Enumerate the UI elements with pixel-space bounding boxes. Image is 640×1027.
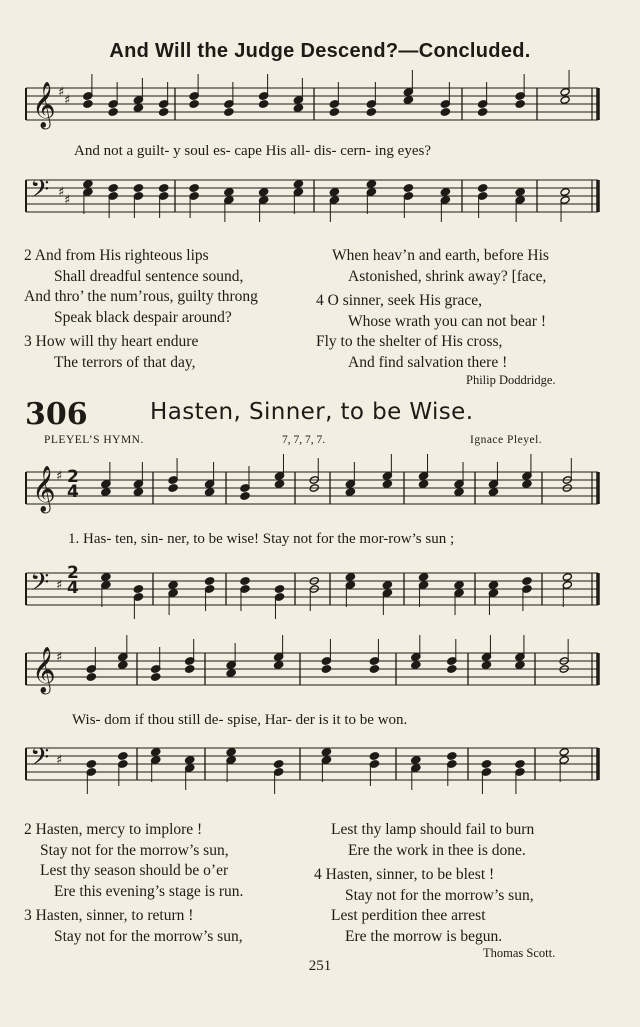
- note-head: [478, 108, 488, 117]
- verse-line: 4 O sinner, seek His grace,: [316, 292, 482, 309]
- hymn-305-verses-right: [316, 246, 549, 373]
- verse-line: Speak black despair around?: [54, 308, 232, 326]
- note-head: [274, 760, 284, 769]
- note-head: [411, 661, 421, 670]
- treble-clef-icon: 𝄞: [32, 82, 56, 128]
- note-head: [159, 108, 169, 117]
- note-head: [321, 665, 331, 674]
- hymn-number: 306: [25, 397, 88, 432]
- note-head: [478, 184, 488, 193]
- note-head: [418, 480, 428, 489]
- note-head: [515, 661, 525, 670]
- note-head: [559, 748, 569, 757]
- verse-line: Lest perdition thee arrest: [331, 907, 486, 924]
- note-head: [321, 748, 331, 757]
- verse-line: Ere this evening’s stage is run.: [54, 882, 244, 900]
- note-head: [274, 480, 284, 489]
- hymn-306-lyric-1: 1. Has- ten, sin- ner, to be wise! Stay not for the mor-row’s sun ;: [68, 531, 455, 547]
- hymn-305-lyric: And not a guilt- y soul es- cape His all- dis- cern- ing eyes?: [74, 143, 431, 159]
- note-head: [185, 756, 195, 765]
- note-head: [205, 577, 215, 586]
- note-head: [226, 748, 236, 757]
- note-head: [366, 180, 376, 189]
- composer: Ignace Pleyel.: [470, 434, 543, 446]
- note-head: [168, 484, 178, 493]
- note-head: [382, 581, 392, 590]
- note-head: [454, 488, 464, 497]
- note-head: [403, 96, 413, 105]
- meter: 7, 7, 7, 7.: [282, 434, 326, 446]
- note-head: [488, 488, 498, 497]
- note-head: [560, 96, 570, 105]
- bass-clef-icon: 𝄢: [30, 568, 50, 603]
- note-head: [133, 585, 143, 594]
- verse-line: Ere the work in thee is done.: [348, 841, 526, 859]
- note-head: [259, 100, 269, 109]
- verse-line: 2 And from His righteous lips: [24, 247, 209, 264]
- note-head: [118, 661, 128, 670]
- note-head: [522, 577, 532, 586]
- note-head: [168, 581, 178, 590]
- note-head: [345, 573, 355, 582]
- treble-clef-icon: 𝄞: [32, 466, 56, 512]
- note-head: [133, 184, 143, 193]
- note-head: [411, 756, 421, 765]
- note-head: [447, 665, 457, 674]
- verse-line: Stay not for the morrow’s sun,: [54, 927, 243, 945]
- note-head: [366, 108, 376, 117]
- sharp-icon: ♯: [64, 93, 71, 108]
- note-head: [240, 492, 250, 501]
- bass-clef-icon: 𝄢: [30, 743, 50, 778]
- verse-line: Stay not for the morrow’s sun,: [345, 886, 534, 904]
- time-signature-bass: [67, 563, 79, 598]
- time-sig-bottom: 4: [67, 482, 79, 502]
- note-head: [418, 573, 428, 582]
- note-head: [83, 100, 93, 109]
- note-head: [345, 488, 355, 497]
- note-head: [101, 488, 111, 497]
- note-head: [224, 188, 234, 197]
- note-head: [369, 752, 379, 761]
- note-head: [240, 577, 250, 586]
- note-head: [515, 188, 525, 197]
- note-head: [259, 188, 269, 197]
- page-number: 251: [308, 958, 332, 974]
- bass-clef-icon: 𝄢: [30, 175, 50, 210]
- note-head: [481, 661, 491, 670]
- note-head: [86, 760, 96, 769]
- sharp-icon: ♯: [58, 185, 65, 200]
- note-head: [101, 573, 111, 582]
- verse-line: The terrors of that day,: [54, 353, 196, 371]
- verse-line: Fly to the shelter of His cross,: [316, 333, 503, 350]
- note-head: [481, 760, 491, 769]
- note-head: [382, 480, 392, 489]
- verse-line: 3 Hasten, sinner, to return !: [24, 907, 194, 924]
- note-head: [293, 180, 303, 189]
- note-head: [488, 581, 498, 590]
- sharp-icon: ♯: [56, 578, 63, 593]
- verse-line: 3 How will thy heart endure: [24, 333, 199, 350]
- note-head: [108, 184, 118, 193]
- hymn-305-author: Philip Doddridge.: [466, 373, 556, 387]
- note-head: [329, 188, 339, 197]
- note-head: [226, 669, 236, 678]
- note-head: [151, 673, 161, 682]
- tune-name: PLEYEL’S HYMN.: [44, 434, 144, 446]
- note-head: [108, 108, 118, 117]
- sharp-icon: ♯: [58, 85, 65, 100]
- note-head: [83, 180, 93, 189]
- note-head: [185, 665, 195, 674]
- note-head: [189, 184, 199, 193]
- note-head: [560, 188, 570, 197]
- time-signature-treble: [67, 467, 79, 502]
- time-sig-top: 2: [67, 563, 79, 583]
- note-head: [293, 104, 303, 113]
- treble-clef-icon: 𝄞: [32, 647, 56, 693]
- note-head: [133, 488, 143, 497]
- note-head: [86, 673, 96, 682]
- note-head: [515, 760, 525, 769]
- note-head: [151, 748, 161, 757]
- hymn-306-author: Thomas Scott.: [483, 946, 556, 960]
- note-head: [118, 752, 128, 761]
- hymn-306-title: Hasten, Sinner, to be Wise.: [150, 399, 474, 425]
- sharp-icon: ♯: [64, 193, 71, 208]
- hymn-306-verses-left: [24, 820, 243, 947]
- verse-line: Astonished, shrink away? [face,: [348, 267, 547, 285]
- hymn-305-verses-left: [24, 246, 258, 373]
- note-head: [224, 108, 234, 117]
- verse-line: Whose wrath you can not bear !: [348, 312, 546, 330]
- verse-line: Stay not for the morrow’s sun,: [40, 841, 229, 859]
- time-sig-top: 2: [67, 467, 79, 487]
- verse-line: Lest thy lamp should fail to burn: [331, 821, 535, 838]
- verse-line: And find salvation there !: [348, 353, 508, 371]
- sharp-icon: ♯: [56, 753, 63, 768]
- note-head: [454, 581, 464, 590]
- note-head: [274, 585, 284, 594]
- verse-line: 4 Hasten, sinner, to be blest !: [314, 866, 495, 883]
- note-head: [159, 184, 169, 193]
- note-head: [189, 100, 199, 109]
- hymn-306-lyric-2: Wis- dom if thou still de- spise, Har- der is it to be won.: [72, 712, 408, 728]
- verse-line: And thro’ the num’rous, guilty throng: [24, 288, 258, 305]
- sharp-icon: ♯: [56, 469, 63, 484]
- note-head: [133, 104, 143, 113]
- note-head: [522, 480, 532, 489]
- hymn-305-title: And Will the Judge Descend?—Concluded.: [109, 40, 531, 62]
- verse-line: Lest thy season should be o’er: [40, 862, 229, 879]
- note-head: [562, 573, 572, 582]
- note-head: [515, 100, 525, 109]
- note-head: [329, 108, 339, 117]
- verse-line: When heav’n and earth, before His: [332, 247, 549, 264]
- note-head: [369, 665, 379, 674]
- verse-line: Ere the morrow is begun.: [345, 927, 503, 945]
- note-head: [274, 661, 284, 670]
- verse-line: Shall dreadful sentence sound,: [54, 267, 244, 285]
- verse-line: 2 Hasten, mercy to implore !: [24, 821, 203, 838]
- note-head: [447, 752, 457, 761]
- time-sig-bottom: 4: [67, 578, 79, 598]
- hymn-306-verses-right: [314, 820, 535, 947]
- note-head: [440, 188, 450, 197]
- sharp-icon: ♯: [56, 650, 63, 665]
- note-head: [205, 488, 215, 497]
- note-head: [403, 184, 413, 193]
- note-head: [440, 108, 450, 117]
